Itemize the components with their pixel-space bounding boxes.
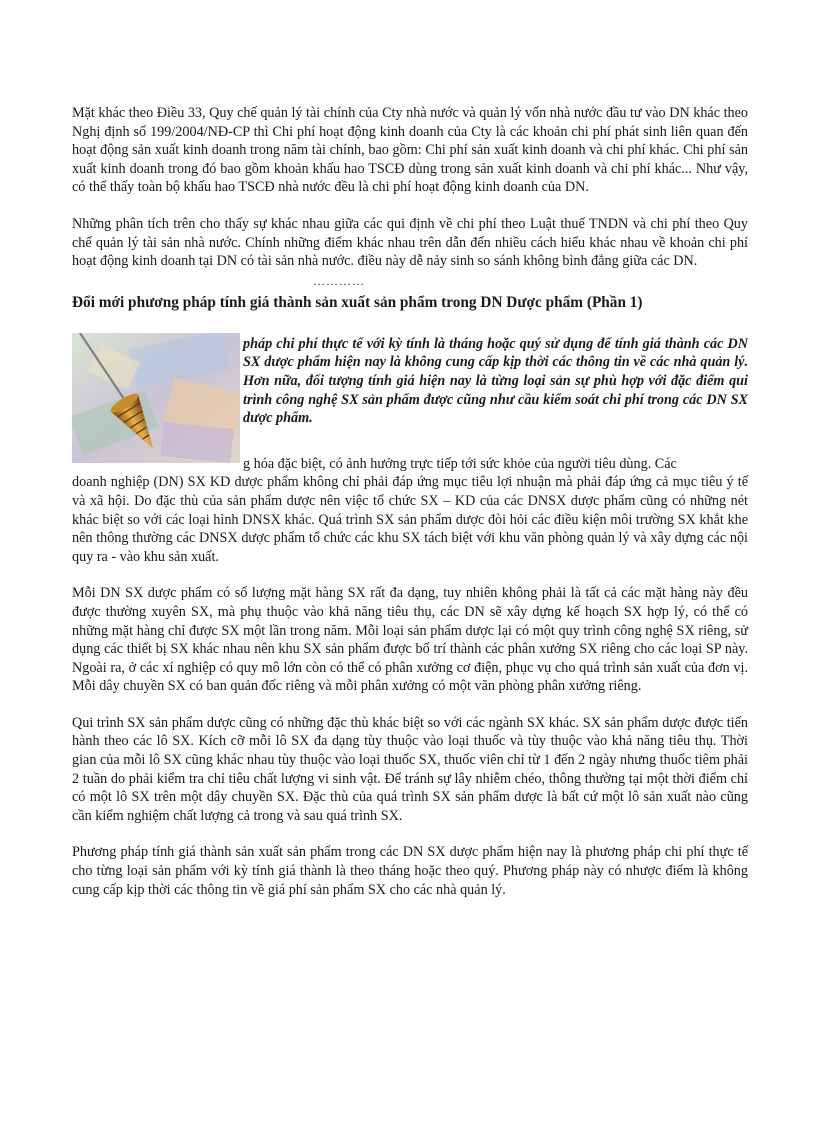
lead-text: pháp chi phí thực tế với kỳ tính là tháng hoặc quý sử dụng để tính giá thành các DN SX dược phẩm hiện nay là không cung cấp kịp thời các thông tin về các nhà quản lý. Hơn nữa, đối tượng tính giá hiện nay là từng loại sản sự phù hợp với đặc điểm qui trình công nghệ SX sản phẩm được cũng như cầu kiểm soát chi phí trong các DN SX dược phẩm. (243, 335, 748, 427)
lead-block (72, 331, 748, 465)
paragraph-5: Qui trình SX sản phẩm dược cũng có những đặc thù khác biệt so với các ngành SX khác. SX sản phẩm dược được tiến hành theo các lô SX. Kích cỡ mỗi lô SX đa dạng tùy thuộc vào loại thuốc và tùy thuộc vào khả năng tiêu thụ. Thời gian của mỗi lô SX cũng khác nhau tùy thuộc vào loại thuốc SX, thuốc viên chỉ từ 1 đến 2 ngày nhưng thuốc tiêm phải 2 tuần do phải kiểm tra chỉ tiêu chất lượng vi sinh vật. Để tránh sự lây nhiễm chéo, thông thường tại một thời điểm chỉ có một lô SX trên một dây chuyền SX. Đặc thù của quá trình SX sản phẩm dược là bất cứ một lô sản xuất nào cũng cần kiểm nghiệm chất lượng cả trong và sau quá trình SX. (72, 714, 748, 824)
pendulum-money-illustration (72, 333, 240, 463)
section-separator: ………… (313, 273, 365, 288)
paragraph-3 (72, 455, 748, 567)
paragraph-3-first-line: g hóa đặc biệt, có ảnh hưởng trực tiếp tới sức khỏe của người tiêu dùng. Các (243, 455, 677, 472)
article-title: Đổi mới phương pháp tính giá thành sản xuất sản phẩm trong DN Dược phẩm (Phần 1) (72, 293, 643, 311)
paragraph-3-rest: doanh nghiệp (DN) SX KD dược phẩm không chỉ phải đáp ứng mục tiêu lợi nhuận mà phải đáp ứng cả mục tiêu ý tế và xã hội. Do đặc thù của sản phẩm dược nên việc tổ chức SX – KD của các DNSX dược phẩm cũng có những nét khác biệt so với các loại hình DNSX khác. Quá trình SX sản phẩm dược đòi hỏi các điều kiện môi trường SX khắt khe nên thông thường các DNSX dược phẩm tổ chức các khu SX tách biệt với khu văn phòng quản lý và xây dựng các nội quy ra - vào khu sản xuất. (72, 474, 748, 565)
paragraph-1: Mặt khác theo Điều 33, Quy chế quản lý tài chính của Cty nhà nước và quản lý vốn nhà nước đầu tư vào DN khác theo Nghị định số 199/2004/NĐ-CP thì Chi phí hoạt động kinh doanh của Cty là các khoản chi phí phát sinh liên quan đến hoạt động sản xuất kinh doanh trong năm tài chính, bao gồm: Chi phí sản xuất kinh doanh và chi phí khác. Chi phí sản xuất kinh doanh trong đó bao gồm khoản khấu hao TSCĐ dùng trong sản xuất kinh doanh và chi phí khác... Như vậy, có thể thấy toàn bộ khấu hao TSCĐ nhà nước đều là chi phí hoạt động kinh doanh của DN. (72, 105, 748, 196)
paragraph-2: Những phân tích trên cho thấy sự khác nhau giữa các qui định về chi phí theo Luật thuế TNDN và chi phí theo Quy chế quản lý tài sản nhà nước. Chính những điểm khác nhau trên dẫn đến nhiều cách hiểu khác nhau về khoản chi phí hoạt động kinh doanh tại DN có tài sản nhà nước. điều này dễ nảy sinh so sánh không bình đẳng giữa các DN. (72, 215, 748, 270)
paragraph-6: Phương pháp tính giá thành sản xuất sản phẩm trong các DN SX dược phẩm hiện nay là phương pháp chi phí thực tế cho từng loại sản phẩm với kỳ tính giá thành là theo tháng hoặc theo quý. Phương pháp này có nhược điểm là không cung cấp kịp thời các thông tin về giá phí sản phẩm SX cho các nhà quản lý. (72, 844, 748, 898)
paragraph-4: Mỗi DN SX dược phẩm có số lượng mặt hàng SX rất đa dạng, tuy nhiên không phải là tất cả các mặt hàng này đều được thường xuyên SX, mà phụ thuộc vào khả năng tiêu thụ, các DN sẽ xây dựng kế hoạch SX hợp lý, có thể có những mặt hàng chỉ được SX một lần trong năm. Mỗi loại sản phẩm dược lại có một quy trình công nghệ SX riêng, sử dụng các thiết bị SX khác nhau nên khu SX sản phẩm được bố trí thành các phân xưởng SX riêng cho các loại SP này. Ngoài ra, ở các xí nghiệp có quy mô lớn còn có thể có phân xưởng cơ điện, phục vụ cho quá trình sản xuất của đơn vị. Mỗi dây chuyền SX có ban quản đốc riêng và mỗi phân xưởng có một văn phòng phân xưởng riêng. (72, 585, 748, 695)
document-body (72, 104, 748, 917)
